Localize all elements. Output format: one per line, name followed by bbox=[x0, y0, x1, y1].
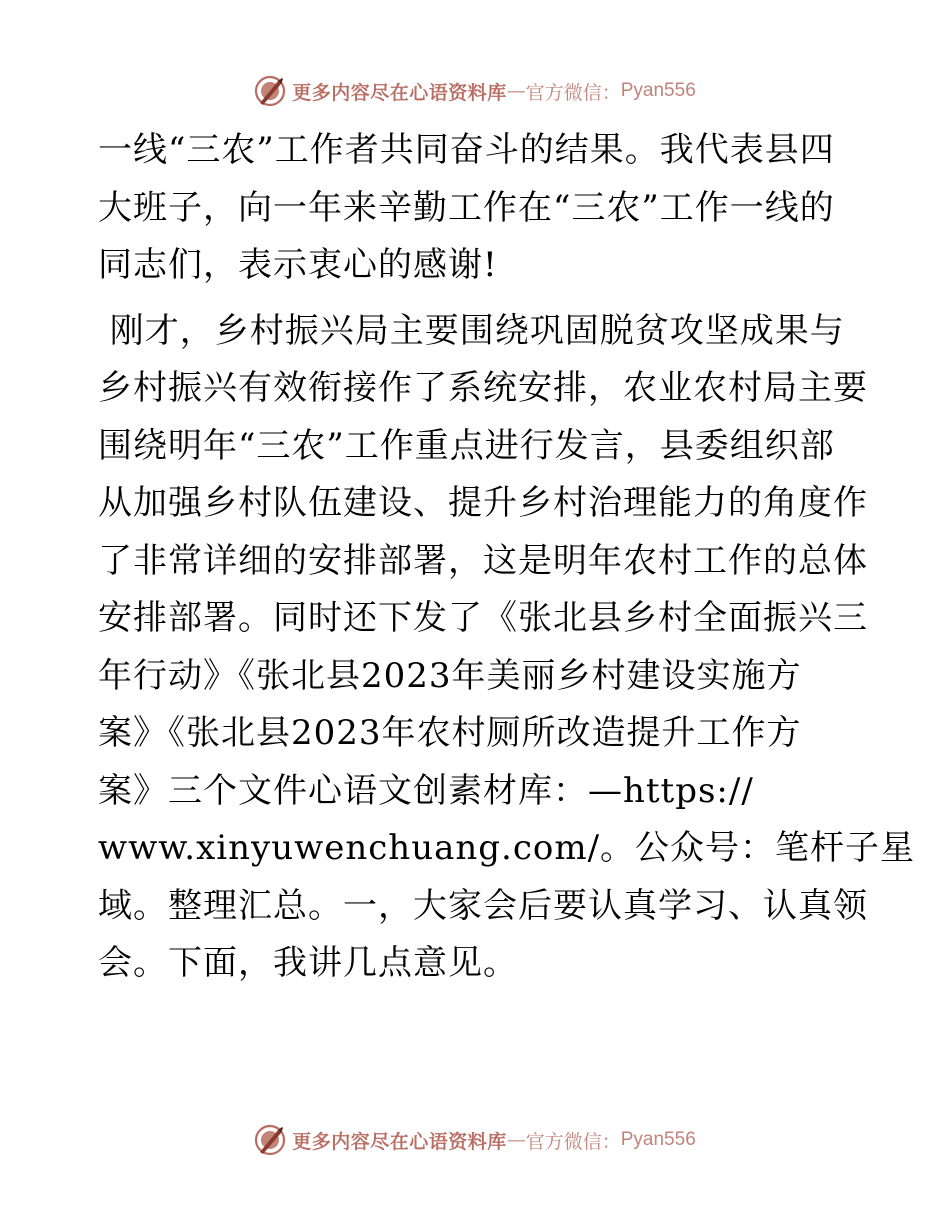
text-line: 案》《张北县2023年农村厕所改造提升工作方 bbox=[98, 713, 802, 753]
quill-pen-logo-icon bbox=[254, 75, 286, 107]
header-wechat-label: 官方微信： bbox=[525, 81, 621, 104]
paragraph-1 bbox=[98, 122, 858, 295]
text-line: www.xinyuwenchuang.com/。公众号：笔杆子星 bbox=[98, 828, 916, 868]
document-body bbox=[98, 122, 916, 993]
paragraph-2 bbox=[98, 303, 916, 993]
footer-separator: — bbox=[506, 1129, 526, 1151]
text-line: 域。整理汇总。一，大家会后要认真学习、认真领 bbox=[98, 885, 868, 926]
text-line: 会。下面，我讲几点意见。 bbox=[98, 943, 518, 983]
text-line: 围绕明年“三农”工作重点进行发言，县委组织部 bbox=[98, 425, 835, 466]
text-line: 安排部署。同时还下发了《张北县乡村全面振兴三 bbox=[98, 598, 868, 638]
footer-wechat-label: 官方微信： bbox=[525, 1130, 621, 1153]
paragraph-gap bbox=[98, 295, 858, 303]
text-line: 乡村振兴有效衔接作了系统安排，农业农村局主要 bbox=[98, 368, 868, 408]
text-line: 同志们，表示衷心的感谢! bbox=[98, 245, 498, 285]
text-line: 从加强乡村队伍建设、提升乡村治理能力的角度作 bbox=[98, 483, 868, 523]
text-line: 大班子，向一年来辛勤工作在“三农”工作一线的 bbox=[98, 187, 835, 228]
quill-pen-logo-icon bbox=[254, 1124, 286, 1156]
text-line: 案》三个文件心语文创素材库：—https:// bbox=[98, 770, 754, 811]
text-line: 刚才，乡村振兴局主要围绕巩固脱贫攻坚成果与 bbox=[98, 310, 845, 351]
footer-brand-text: 更多内容尽在心语资料库 bbox=[292, 1130, 507, 1153]
header-watermark bbox=[0, 71, 950, 111]
footer-wechat-id: Pyan556 bbox=[620, 1129, 696, 1150]
header-separator: — bbox=[506, 80, 526, 102]
footer-watermark bbox=[0, 1120, 950, 1160]
text-line: 了非常详细的安排部署，这是明年农村工作的总体 bbox=[98, 540, 868, 581]
text-line: 年行动》《张北县2023年美丽乡村建设实施方 bbox=[98, 655, 802, 696]
text-line: 一线“三农”工作者共同奋斗的结果。我代表县四 bbox=[98, 130, 835, 170]
header-brand-text: 更多内容尽在心语资料库 bbox=[292, 81, 507, 104]
header-wechat-id: Pyan556 bbox=[620, 80, 696, 101]
